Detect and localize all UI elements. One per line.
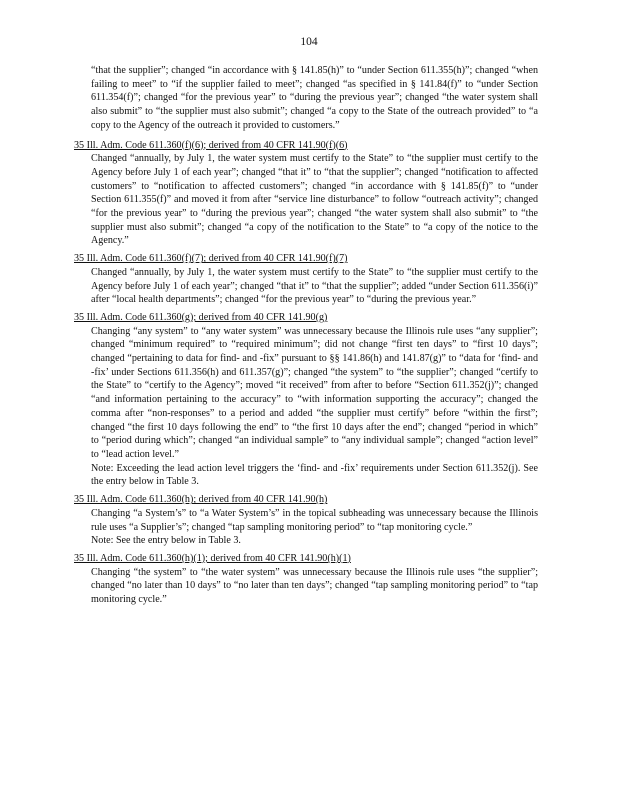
entry-heading: 35 Ill. Adm. Code 611.360(f)(6); derived from 40 CFR 141.90(f)(6) <box>74 139 348 151</box>
entry-heading: 35 Ill. Adm. Code 611.360(f)(7); derived from 40 CFR 141.90(f)(7) <box>74 253 348 265</box>
entry-611-360-f-7 <box>74 252 538 307</box>
entry-text: Changing “a System’s” to “a Water System’s” in the topical subheading was unnecessary because the Illinois rule uses “a Supplier’s”; changed “tap sampling monitoring period” to “tap monitoring cycle.” <box>91 507 538 533</box>
entry-heading: 35 Ill. Adm. Code 611.360(h); derived from 40 CFR 141.90(h) <box>74 494 328 506</box>
document-body <box>74 64 538 611</box>
continued-paragraph: “that the supplier”; changed “in accordance with § 141.85(h)” to “under Section 611.355(h)”; changed “when failing to meet” to “if the supplier failed to meet”; changed “as specified in § 141.84(f)” to “under Section 611.354(f)”; changed “for the previous year” to “during the previous year”; changed “the water system shall also submit” to “the supplier must also submit”; changed “a copy to the State of the outreach provided” to “a copy to the Agency of the outreach it provided to customers.” <box>91 65 538 131</box>
entry-heading: 35 Ill. Adm. Code 611.360(h)(1); derived from 40 CFR 141.90(h)(1) <box>74 552 351 564</box>
entry-611-360-g <box>74 311 538 489</box>
entry-611-360-f-6 <box>74 139 538 249</box>
entry-text: Changing “any system” to “any water system” was unnecessary because the Illinois rule uses “any supplier”; changed “minimum required” to “required minimum”; did not change “first ten days” to “first 10 days”; changed “pertaining to data for find- and -fix” pursuant to §§ 141.86(h) and 141.87(g)” to “data for ‘find- and -fix’ under Sections 611.356(h) and 611.357(g)”; changed “the system” to “the supplier”; changed “certify to the State” to “certify to the Agency”; moved “it received” from after to before “Section 611.352(j)”; changed “and information pertaining to the accuracy” to “with information supporting the accuracy”; changed the comma after “non-responses” to a period and added “the supplier must certify” before “within the first”; changed “the first 10 days following the end” to “the first 10 days after the end”; changed “period in which” to “period during which”; changed “an individual sample” to “any individual sample”; changed “action level” to “lead action level.” <box>91 325 538 460</box>
entry-text: Changed “annually, by July 1, the water system must certify to the State” to “the supplier must certify to the Agency before July 1 of each year”; changed “that it” to “that the supplier”; added “under Section 611.356(i)” after “local health departments”; changed “for the previous year” to “during the previous year.” <box>91 266 538 306</box>
entry-note: Note: Exceeding the lead action level triggers the ‘find- and -fix’ requirements under Section 611.352(j). See the entry below in Table 3. <box>91 462 538 488</box>
entry-text: Changed “annually, by July 1, the water system must certify to the State” to “the supplier must certify to the Agency before July 1 of each year”; changed “that it” to “that the supplier”; changed “notification to affected customers” to “notification to affected customers”; changed “in accordance with § 141.85(f)” to “under Section 611.355(f)” and moved it from after “service line disturbance” to follow “outreach activity”; changed “for the previous year” to “during the previous year”; changed “the water system shall also submit” to “the supplier must also submit”; changed “a copy of the notification to the State” to “a copy of the notice to the Agency.” <box>91 153 538 247</box>
entry-text: Changing “the system” to “the water system” was unnecessary because the Illinois rule uses “the supplier”; changed “no later than 10 days” to “no later than ten days”; changed “tap sampling monitoring period” to “tap monitoring cycle.” <box>91 566 538 606</box>
entry-heading: 35 Ill. Adm. Code 611.360(g); derived from 40 CFR 141.90(g) <box>74 311 328 323</box>
page-number: 104 <box>300 36 318 48</box>
entry-note: Note: See the entry below in Table 3. <box>91 535 241 547</box>
entry-611-360-h-1 <box>74 552 538 607</box>
entry-611-360-h <box>74 493 538 548</box>
